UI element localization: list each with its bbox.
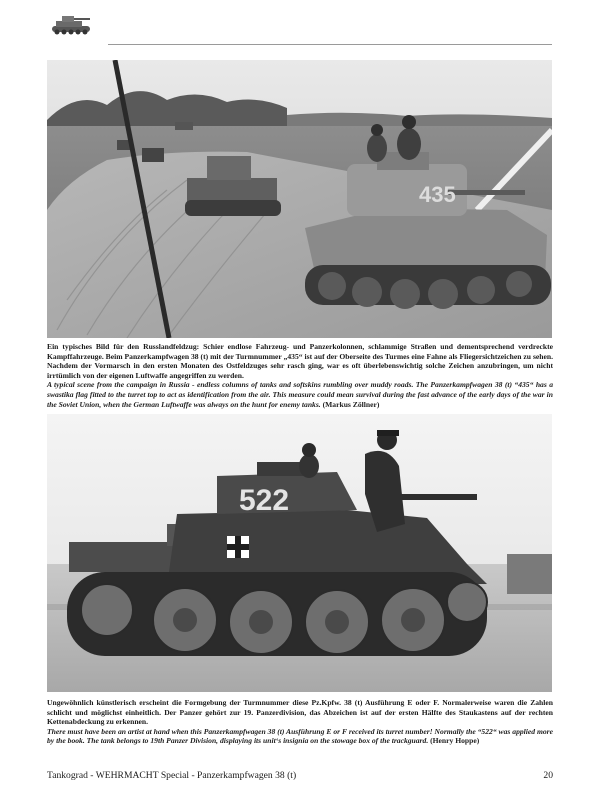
- caption-1-credit: (Markus Zöllner): [322, 399, 380, 409]
- caption-2-credit: (Henry Hoppe): [430, 736, 480, 746]
- photo-tank-522: [47, 414, 552, 692]
- page-number: 20: [543, 770, 553, 781]
- tank-number-435: 435: [419, 182, 456, 207]
- tankograd-logo: [44, 10, 98, 40]
- caption-2-english: There must have been an artist at hand when this Panzerkampfwagen 38 (t) Ausführung E or F received its turret number! Normally the “522“ was applied more by the book. The tank belongs to 19th Panzer Division, displaying its unit‘s insignia on the stowage box of the trackguard.: [47, 726, 553, 746]
- tank-number-522: 522: [239, 484, 290, 517]
- header-rule: [108, 44, 552, 45]
- photo-tank-column: [47, 60, 552, 338]
- caption-photo-2: [47, 698, 553, 746]
- caption-photo-1: [47, 342, 553, 409]
- caption-1-english: A typical scene from the campaign in Russia - endless columns of tanks and softskins rumbling over muddy roads. The Panzerkampfwagen 38 (t) “435“ has a swastika flag fitted to the turret top to act as identification from the air. This measure could mean survival during the fast advance of the early days of the war in the Soviet Union, when the German Luftwaffe was always on the hunt for enemy tanks.: [47, 380, 553, 409]
- caption-1-german: Ein typisches Bild für den Russlandfeldzug: Schier endlose Fahrzeug- und Panzerkolonnen, schlammige Straßen und dementsprechend verdreckte Kampffahrzeuge. Beim Panzerkampfwagen 38 (t) mit der Turmnummer „435“ ist auf der Oberseite des Turmes eine Fahne als Fliegersichtzeichen zu sehen. Nachdem der Vormarsch in den ersten Monaten des Ostfeldzuges sehr rasch ging, war es oft überlebenswichtig solche Zeichen anzubringen, um nicht irrtümlich von der eigenen Luftwaffe angegriffen zu werden.: [47, 342, 553, 380]
- caption-2-german: Ungewöhnlich künstlerisch erscheint die Formgebung der Turmnummer diese Pz.Kpfw. 38 (t) Ausführung E oder F. Normalerweise waren die Zahlen schlicht und möglichst einheitlich. Der Panzer gehört zur 19. Panzerdivision, das Abzeichen ist auf der ersten Hälfte des Staukastens auf der rechten Kettenabdeckung zu erkennen.: [47, 698, 553, 727]
- balkenkreuz-icon: [227, 536, 249, 558]
- footer-title: Tankograd - WEHRMACHT Special - Panzerkampfwagen 38 (t): [47, 770, 297, 781]
